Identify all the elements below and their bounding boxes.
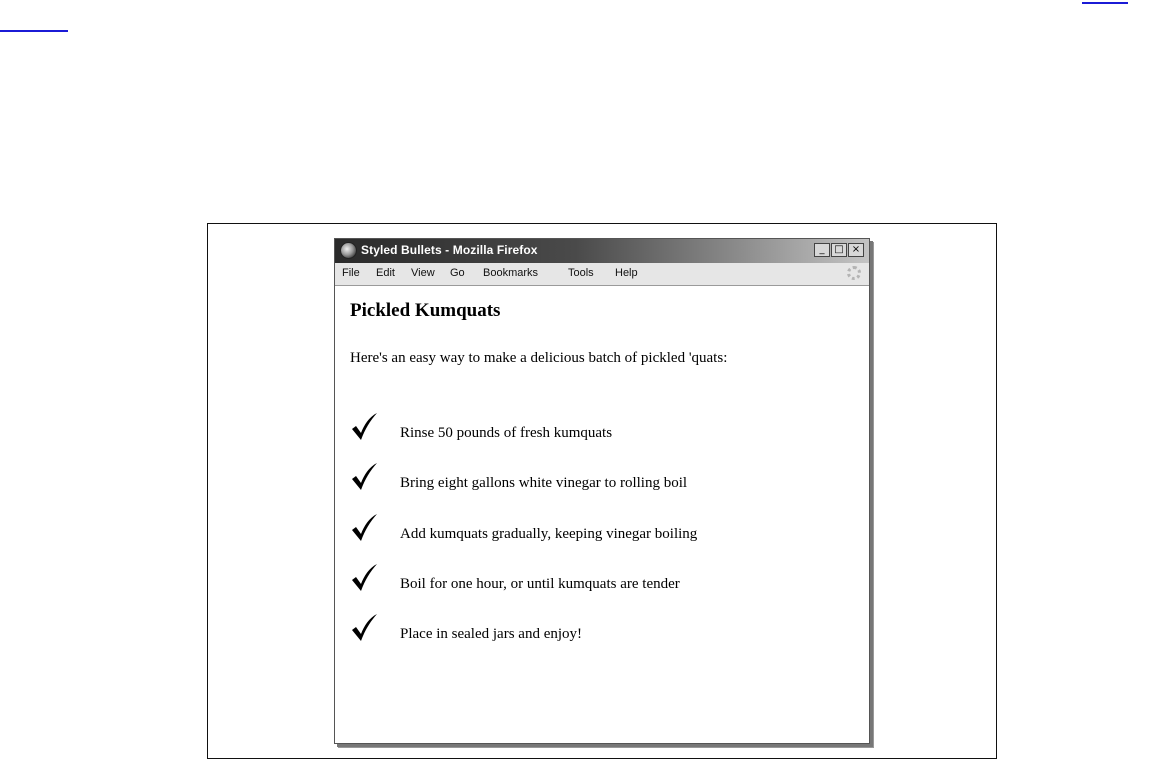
list-item-text: Place in sealed jars and enjoy! (400, 626, 583, 642)
throbber-icon (847, 266, 861, 280)
checkmark-icon (350, 513, 378, 543)
page-content (335, 286, 869, 743)
window-title: Styled Bullets - Mozilla Firefox (361, 243, 538, 257)
page-heading: Pickled Kumquats (350, 300, 501, 321)
menu-view[interactable]: View (411, 267, 435, 279)
window-controls (813, 243, 864, 257)
figure-frame (207, 223, 997, 759)
menu-file[interactable]: File (342, 267, 360, 279)
intro-text: Here's an easy way to make a delicious batch of pickled 'quats: (350, 350, 728, 366)
list-item-text: Bring eight gallons white vinegar to rolling boil (400, 475, 688, 491)
firefox-icon (340, 242, 357, 259)
page-link-left[interactable] (0, 26, 68, 32)
menu-go[interactable]: Go (450, 267, 465, 279)
list-item (350, 468, 830, 502)
title-bar[interactable] (335, 239, 869, 263)
maximize-button[interactable]: □ (831, 243, 847, 257)
menu-tools[interactable]: Tools (568, 267, 594, 279)
checkmark-icon (350, 563, 378, 593)
menu-bar (335, 263, 869, 286)
list-item-text: Boil for one hour, or until kumquats are tender (400, 576, 680, 592)
list-item-text: Rinse 50 pounds of fresh kumquats (400, 425, 613, 441)
close-button[interactable]: × (848, 243, 864, 257)
list-item (350, 519, 830, 553)
checkmark-icon (350, 462, 378, 492)
minimize-button[interactable]: _ (814, 243, 830, 257)
list-item (350, 619, 830, 653)
menu-bookmarks[interactable]: Bookmarks (483, 267, 539, 279)
checkmark-icon (350, 613, 378, 643)
menu-edit[interactable]: Edit (376, 267, 395, 279)
browser-window (334, 238, 870, 744)
list-item (350, 418, 830, 452)
page-link-top[interactable] (1082, 0, 1128, 4)
menu-help[interactable]: Help (615, 267, 638, 279)
list-item-text: Add kumquats gradually, keeping vinegar boiling (400, 526, 698, 542)
checkmark-icon (350, 412, 378, 442)
list-item (350, 569, 830, 603)
